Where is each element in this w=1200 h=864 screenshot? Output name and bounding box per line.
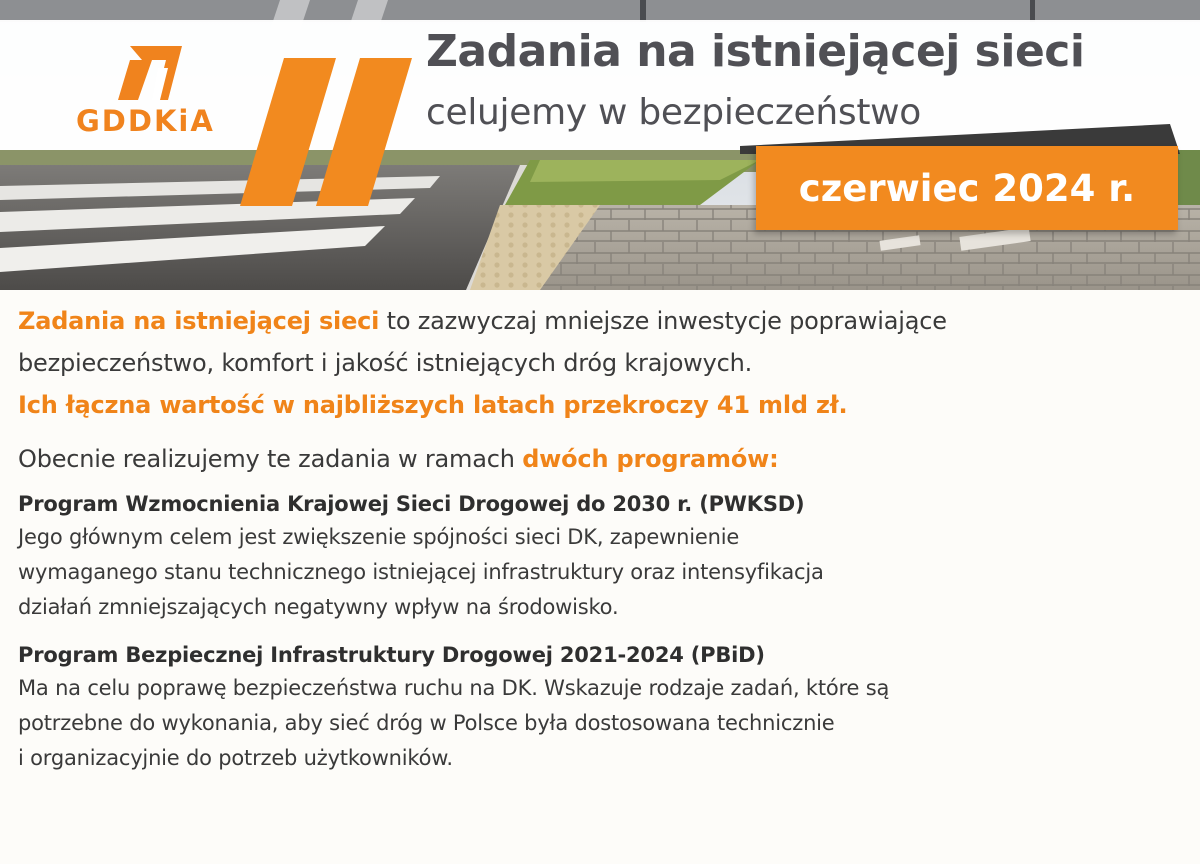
program-item (18, 639, 1188, 776)
page-subtitle: celujemy w bezpieczeństwo (426, 92, 922, 133)
programs-intro (18, 438, 1188, 480)
intro-highlight: Zadania na istniejącej sieci (18, 307, 380, 335)
program-title: Program Bezpiecznej Infrastruktury Drogowej 2021-2024 (PBiD) (18, 643, 765, 667)
program-item (18, 488, 1188, 625)
programs-intro-text: Obecnie realizujemy te zadania w ramach (18, 445, 523, 473)
intro-line-2: bezpieczeństwo, komfort i jakość istniejących dróg krajowych. (18, 349, 753, 377)
page-title: Zadania na istniejącej sieci (426, 26, 1085, 77)
program-title: Program Wzmocnienia Krajowej Sieci Drogowej do 2030 r. (PWKSD) (18, 492, 805, 516)
program-description-line: Jego głównym celem jest zwiększenie spójności sieci DK, zapewnienie (18, 525, 740, 549)
programs-intro-highlight: dwóch programów: (522, 445, 779, 473)
main-content (18, 300, 1188, 776)
logo-text: GDDKiA (76, 104, 215, 138)
decorative-stripes (240, 0, 440, 290)
date-badge: czerwiec 2024 r. (756, 146, 1178, 230)
header-banner (0, 0, 1200, 290)
program-description-line: wymaganego stanu technicznego istniejącej infrastruktury oraz intensyfikacja (18, 560, 824, 584)
program-description-line: Ma na celu poprawę bezpieczeństwa ruchu na DK. Wskazuje rodzaje zadań, które są (18, 676, 890, 700)
intro-line-1 (18, 300, 1188, 342)
program-description-line: i organizacyjnie do potrzeb użytkowników. (18, 746, 453, 770)
program-description-line: potrzebne do wykonania, aby sieć dróg w Polsce była dostosowana technicznie (18, 711, 835, 735)
intro-total-value: Ich łączna wartość w najbliższych latach przekroczy 41 mld zł. (18, 391, 848, 419)
program-description-line: działań zmniejszających negatywny wpływ na środowisko. (18, 595, 619, 619)
intro-line-1-rest: to zazwyczaj mniejsze inwestycje poprawiające (379, 307, 947, 335)
